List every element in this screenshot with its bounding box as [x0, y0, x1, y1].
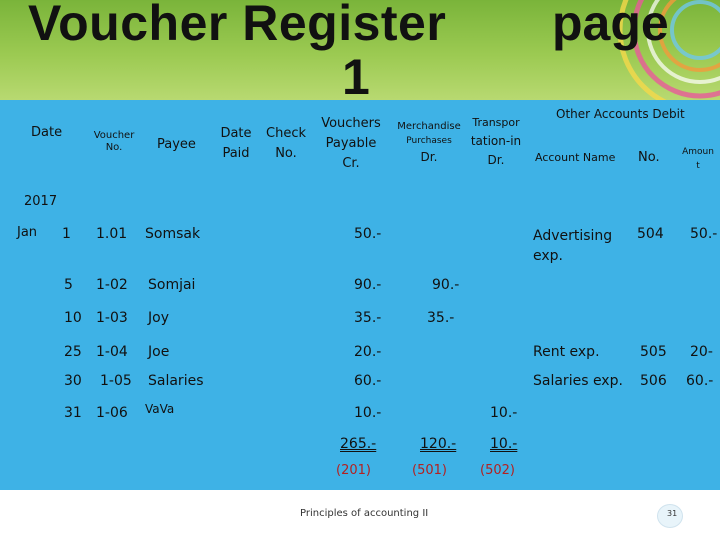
row-1-account-no: 504	[637, 226, 664, 242]
row-3-voucher: 1-03	[96, 310, 128, 326]
row-6-payee: VaVa	[145, 402, 175, 416]
header-transportation-in: Transpor tation-in Dr.	[470, 116, 522, 167]
header-merchandise-purchases: Merchandise Purchases Dr.	[397, 121, 461, 165]
row-2-payable: 90.-	[354, 277, 382, 293]
year-label: 2017	[24, 194, 58, 209]
page-title-number: 1	[342, 49, 370, 100]
posting-ref-payable: (201)	[336, 463, 371, 478]
month-label: Jan	[17, 225, 38, 240]
row-5-voucher: 1-05	[100, 373, 132, 389]
row-1-payable: 50.-	[354, 226, 382, 242]
row-2-voucher: 1-02	[96, 277, 128, 293]
row-1-amount: 50.-	[690, 226, 718, 242]
title-banner	[0, 0, 720, 100]
header-other-accounts: Other Accounts Debit	[556, 107, 685, 121]
total-transportation: 10.-	[490, 436, 518, 452]
header-date-paid: Date Paid	[220, 126, 252, 161]
row-6-transportation: 10.-	[490, 405, 518, 421]
page-title-suffix: page	[552, 0, 669, 51]
row-2-day: 5	[64, 277, 73, 293]
header-payee: Payee	[157, 137, 196, 152]
page-number: 31	[667, 509, 678, 518]
row-2-payee: Somjai	[148, 277, 196, 293]
total-payable: 265.-	[340, 436, 377, 452]
header-voucher-no: Voucher No.	[93, 130, 135, 153]
row-4-amount: 20-	[690, 344, 713, 360]
row-5-account-no: 506	[640, 373, 667, 389]
header-account-name: Account Name	[535, 151, 616, 164]
row-3-payee: Joy	[148, 310, 169, 326]
row-1-voucher: 1.01	[96, 226, 128, 242]
posting-ref-transportation: (502)	[480, 463, 515, 478]
row-4-day: 25	[64, 344, 82, 360]
posting-ref-merchandise: (501)	[412, 463, 447, 478]
row-4-account: Rent exp.	[533, 344, 600, 360]
header-account-no: No.	[638, 150, 660, 165]
row-6-payable: 10.-	[354, 405, 382, 421]
total-merchandise: 120.-	[420, 436, 457, 452]
header-date: Date	[31, 125, 63, 140]
row-3-merchandise: 35.-	[427, 310, 455, 326]
row-5-account: Salaries exp.	[533, 373, 623, 389]
row-3-day: 10	[64, 310, 82, 326]
row-4-payee: Joe	[148, 344, 170, 360]
row-3-payable: 35.-	[354, 310, 382, 326]
row-5-amount: 60.-	[686, 373, 714, 389]
row-1-payee: Somsak	[145, 226, 201, 242]
footer-course-title: Principles of accounting II	[300, 508, 429, 519]
row-1-day: 1	[62, 226, 71, 242]
header-vouchers-payable: Vouchers Payable Cr.	[321, 116, 381, 172]
row-5-payee: Salaries	[148, 373, 204, 389]
header-check-no: Check No.	[266, 126, 306, 161]
row-4-payable: 20.-	[354, 344, 382, 360]
header-amount: Amoun t	[682, 147, 714, 172]
page-title: Voucher Register	[28, 0, 447, 51]
row-4-voucher: 1-04	[96, 344, 128, 360]
row-6-day: 31	[64, 405, 82, 421]
row-5-payable: 60.-	[354, 373, 382, 389]
row-4-account-no: 505	[640, 344, 667, 360]
row-5-day: 30	[64, 373, 82, 389]
row-6-voucher: 1-06	[96, 405, 128, 421]
row-1-account: Advertising exp.	[533, 228, 613, 265]
row-2-merchandise: 90.-	[432, 277, 460, 293]
